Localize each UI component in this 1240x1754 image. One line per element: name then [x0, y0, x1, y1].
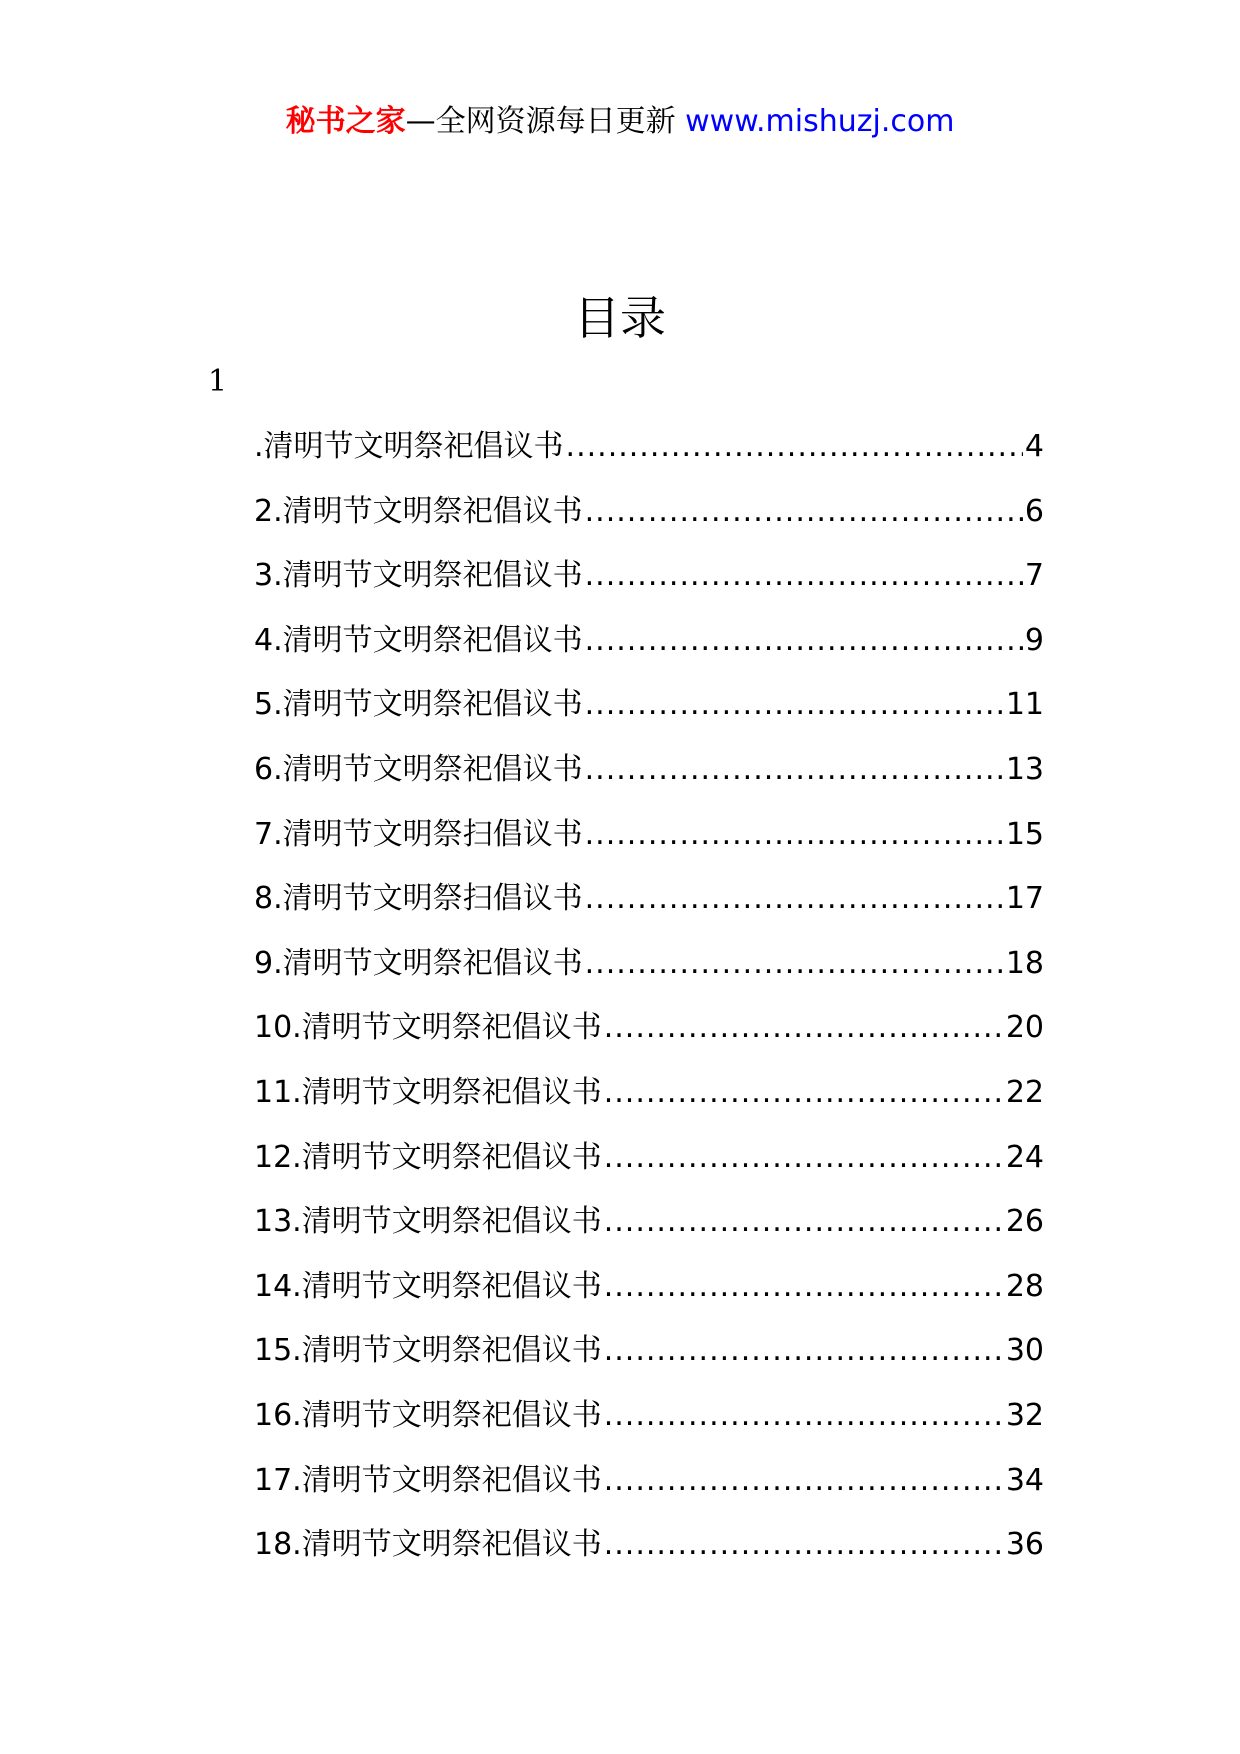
toc-entry[interactable]: [254, 556, 1044, 621]
toc-dot-leader: [585, 750, 1004, 790]
toc-dot-leader: [604, 1525, 1004, 1565]
toc-page-number: 26: [1005, 1204, 1044, 1240]
toc-page-number: 36: [1005, 1527, 1044, 1563]
toc-entry[interactable]: [254, 685, 1044, 750]
toc-dot-leader: [585, 815, 1004, 855]
toc-entry-label: 2.清明节文明祭祀倡议书: [254, 493, 583, 529]
toc-entry-label: 18.清明节文明祭祀倡议书: [254, 1527, 602, 1563]
toc-entry-label: 4.清明节文明祭祀倡议书: [254, 622, 583, 658]
toc-dot-leader: [604, 1331, 1004, 1371]
toc-entry[interactable]: [254, 1008, 1044, 1073]
toc-entry[interactable]: [254, 621, 1044, 686]
toc-dot-leader: [604, 1461, 1004, 1501]
toc-entry-label: 12.清明节文明祭祀倡议书: [254, 1139, 602, 1175]
toc-page-number: 6: [1024, 493, 1044, 529]
toc-entry[interactable]: [254, 1073, 1044, 1138]
toc-entry-label: 7.清明节文明祭扫倡议书: [254, 816, 583, 852]
toc-page-number: 13: [1005, 751, 1044, 787]
brand-name: 秘书之家: [285, 104, 406, 139]
toc-entry[interactable]: [254, 1138, 1044, 1203]
toc-page-number: 18: [1005, 945, 1044, 981]
toc-page-number: 15: [1005, 816, 1044, 852]
toc-entry-label: 13.清明节文明祭祀倡议书: [254, 1204, 602, 1240]
toc-entry[interactable]: [254, 815, 1044, 880]
toc-page-number: 28: [1005, 1268, 1044, 1304]
page-title: 目录: [574, 291, 666, 345]
toc-dot-leader: [604, 1267, 1004, 1307]
toc-entry[interactable]: [254, 427, 1044, 492]
toc-page-number: 34: [1005, 1462, 1044, 1498]
toc-entry[interactable]: [254, 1525, 1044, 1590]
site-url-link[interactable]: www.mishuzj.com: [685, 104, 955, 139]
toc-page-number: 9: [1024, 622, 1044, 658]
toc-entry-label: 15.清明节文明祭祀倡议书: [254, 1333, 602, 1369]
toc-dot-leader: [585, 621, 1023, 661]
toc-dot-leader: [604, 1008, 1004, 1048]
toc-page-number: 4: [1024, 429, 1044, 464]
site-header: [0, 100, 1240, 144]
toc-dot-leader: [585, 944, 1004, 984]
toc-entry-label: 10.清明节文明祭祀倡议书: [254, 1010, 602, 1046]
toc-dot-leader: [604, 1202, 1004, 1242]
toc-entry[interactable]: [254, 1396, 1044, 1461]
toc-page-number: 30: [1005, 1333, 1044, 1369]
toc-entry-label: 3.清明节文明祭祀倡议书: [254, 558, 583, 594]
toc-entry[interactable]: [254, 1202, 1044, 1267]
toc-page-number: 20: [1005, 1010, 1044, 1046]
toc-entry[interactable]: [254, 944, 1044, 1009]
toc-dot-leader: [585, 879, 1004, 919]
table-of-contents: [254, 427, 1044, 1590]
toc-dot-leader: [585, 556, 1023, 596]
stray-number: 1: [208, 364, 228, 399]
toc-page-number: 22: [1005, 1074, 1044, 1110]
toc-page-number: 24: [1005, 1139, 1044, 1175]
site-tagline: —全网资源每日更新: [405, 104, 676, 139]
toc-entry-label: 14.清明节文明祭祀倡议书: [254, 1268, 602, 1304]
toc-dot-leader: [604, 1396, 1004, 1436]
toc-entry-label: 9.清明节文明祭祀倡议书: [254, 945, 583, 981]
toc-entry[interactable]: [254, 1267, 1044, 1332]
toc-dot-leader: [566, 427, 1023, 467]
toc-page-number: 17: [1005, 881, 1044, 917]
toc-entry[interactable]: [254, 1461, 1044, 1526]
toc-entry-label: 16.清明节文明祭祀倡议书: [254, 1397, 602, 1433]
toc-entry[interactable]: [254, 492, 1044, 557]
toc-entry-label: 11.清明节文明祭祀倡议书: [254, 1074, 602, 1110]
toc-entry[interactable]: [254, 750, 1044, 815]
toc-entry[interactable]: [254, 879, 1044, 944]
toc-dot-leader: [604, 1073, 1004, 1113]
toc-dot-leader: [585, 685, 1004, 725]
toc-dot-leader: [604, 1138, 1004, 1178]
toc-entry-label: 17.清明节文明祭祀倡议书: [254, 1462, 602, 1498]
toc-page-number: 32: [1005, 1397, 1044, 1433]
toc-page-number: 11: [1005, 687, 1044, 723]
toc-entry[interactable]: [254, 1331, 1044, 1396]
toc-page-number: 7: [1024, 558, 1044, 594]
toc-dot-leader: [585, 492, 1023, 532]
toc-entry-label: 8.清明节文明祭扫倡议书: [254, 881, 583, 917]
toc-entry-label: .清明节文明祭祀倡议书: [254, 429, 564, 464]
toc-entry-label: 6.清明节文明祭祀倡议书: [254, 751, 583, 787]
toc-entry-label: 5.清明节文明祭祀倡议书: [254, 687, 583, 723]
